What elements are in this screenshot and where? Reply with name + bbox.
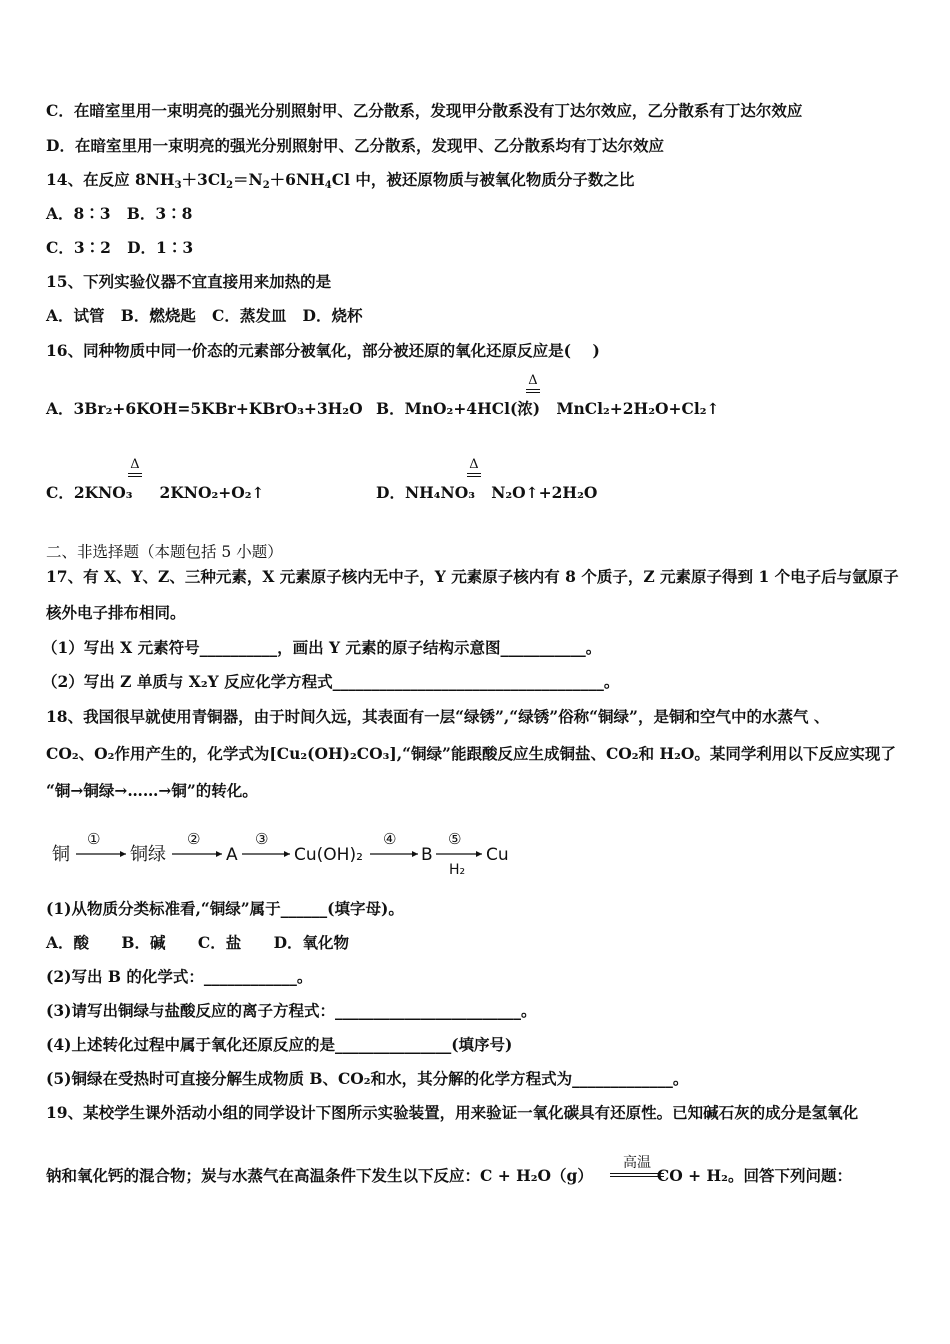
- q18-part5: (5)铜绿在受热时可直接分解生成物质 B、CO₂和水，其分解的化学方程式为_____________。: [46, 1069, 689, 1088]
- chain-cu: Cu: [486, 845, 509, 865]
- q14-options-cd: C．3∶2 D．1∶3: [46, 238, 194, 257]
- q18-line2: CO₂、O₂作用产生的，化学式为[Cu₂(OH)₂CO₃],“铜绿”能跟酸反应生成铜盐、CO₂和 H₂O。某同学利用以下反应实现了: [46, 744, 896, 763]
- q16-option-d: D．NH₄NO₃ N₂O↑+2H₂O: [376, 483, 598, 502]
- q19-line1: 19、某校学生课外活动小组的同学设计下图所示实验装置，用来验证一氧化碳具有还原性。已知碱石灰的成分是氢氧化: [46, 1103, 859, 1122]
- chain-copper: 铜: [52, 844, 70, 865]
- q18-part3: (3)请写出铜绿与盐酸反应的离子方程式：________________________。: [46, 1001, 537, 1020]
- chain-h2: H₂: [449, 862, 466, 876]
- q18-part1-options: A．酸 B．碱 C．盐 D．氧化物: [46, 933, 350, 952]
- q16-option-c: C．2KNO₃ 2KNO₂+O₂↑: [46, 483, 265, 502]
- q14-stem: 14、在反应 $8NH_3+3Cl_2=N_2+6NH_4Cl$ 中，被还原物质与被氧化物质分子数之比: [46, 170, 635, 191]
- chain-step-1: ①: [87, 830, 101, 848]
- chain-arrowhead-4: [412, 851, 418, 857]
- section-heading: 二、非选择题（本题包括 5 小题）: [46, 543, 283, 561]
- chain-a: A: [226, 845, 238, 865]
- q19-line2: 钠和氧化钙的混合物；炭与水蒸气在高温条件下发生以下反应：C + H₂O（g） CO + H₂。回答下列问题：: [46, 1166, 852, 1185]
- q13-option-c: C．在暗室里用一束明亮的强光分别照射甲、乙分散系，发现甲分散系没有丁达尔效应，乙分散系有丁达尔效应: [46, 101, 803, 120]
- q15-options: A．试管 B．燃烧匙 C．蒸发皿 D．烧杯: [46, 306, 363, 325]
- q14-options-ab: A．8∶3 B．3∶8: [46, 204, 193, 223]
- heat-condition-b: Δ: [525, 374, 541, 393]
- q18-line3: “铜→铜绿→……→铜”的转化。: [46, 781, 258, 800]
- q13-option-d: D．在暗室里用一束明亮的强光分别照射甲、乙分散系，发现甲、乙分散系均有丁达尔效应: [46, 136, 664, 155]
- q16-option-b: B．MnO₂+4HCl(浓) MnCl₂+2H₂O+Cl₂↑: [376, 399, 720, 418]
- chain-step-2: ②: [187, 830, 201, 848]
- chain-cuoh2: Cu(OH)₂: [294, 845, 363, 865]
- q16-stem: 16、同种物质中同一价态的元素部分被氧化，部分被还原的氧化还原反应是( ): [46, 341, 600, 360]
- q18-part4: (4)上述转化过程中属于氧化还原反应的是_______________(填序号): [46, 1035, 513, 1054]
- q18-part2: (2)写出 B 的化学式：____________。: [46, 967, 313, 986]
- high-temperature-condition: 高温: [610, 1152, 664, 1177]
- q17-line2: 核外电子排布相同。: [46, 603, 186, 622]
- heat-condition-d: Δ: [466, 458, 482, 477]
- chain-b: B: [421, 845, 433, 865]
- conversion-chain-diagram: [50, 826, 520, 876]
- q17-part1: （1）写出 X 元素符号__________，画出 Y 元素的原子结构示意图___________。: [42, 638, 602, 657]
- chain-step-4: ④: [383, 830, 397, 848]
- q17-part2: （2）写出 Z 单质与 X₂Y 反应化学方程式___________________________________。: [42, 672, 620, 691]
- q18-line1: 18、我国很早就使用青铜器，由于时间久远，其表面有一层“绿锈”,“绿锈”俗称“铜绿”，是铜和空气中的水蒸气 、: [46, 707, 830, 726]
- chain-step-3: ③: [255, 830, 269, 848]
- chain-arrowhead-2: [216, 851, 222, 857]
- chain-step-5: ⑤: [448, 830, 462, 848]
- q18-part1: (1)从物质分类标准看,“铜绿”属于______(填字母)。: [46, 899, 404, 918]
- chain-arrowhead-3: [284, 851, 290, 857]
- chain-verdigris: 铜绿: [130, 844, 166, 865]
- q16-option-a: A．3Br₂+6KOH=5KBr+KBrO₃+3H₂O: [46, 399, 363, 418]
- chain-arrowhead-5: [476, 851, 482, 857]
- q15-stem: 15、下列实验仪器不宜直接用来加热的是: [46, 272, 332, 291]
- chain-arrowhead-1: [120, 851, 126, 857]
- heat-condition-c: Δ: [127, 458, 143, 477]
- q17-line1: 17、有 X、Y、Z、三种元素，X 元素原子核内无中子，Y 元素原子核内有 8 个质子，Z 元素原子得到 1 个电子后与氩原子: [46, 567, 899, 586]
